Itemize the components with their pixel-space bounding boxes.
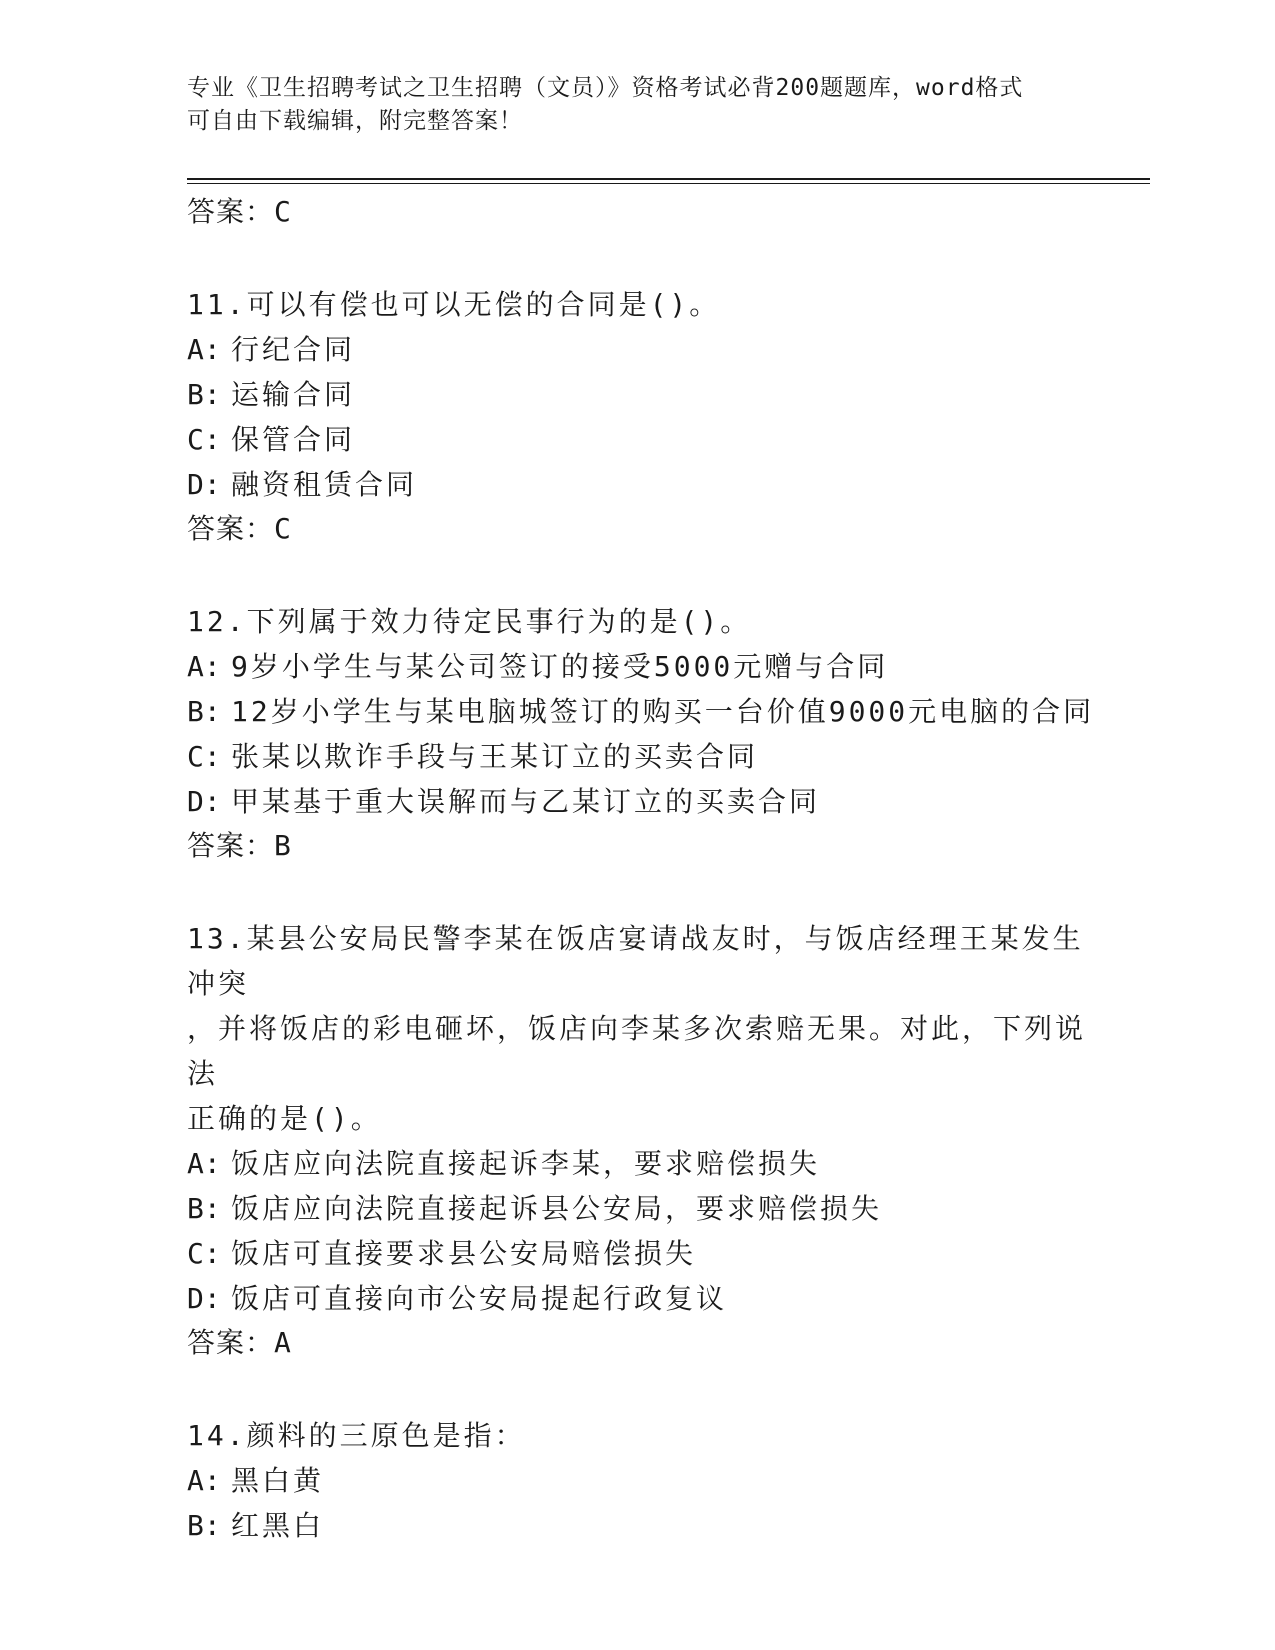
- option-text: 运输合同: [231, 378, 356, 411]
- option-letter: A:: [187, 1464, 221, 1497]
- option-letter: C:: [187, 740, 221, 773]
- question-12-option-c: [187, 734, 1087, 779]
- question-11-answer: 答案：C: [187, 512, 292, 545]
- question-13-text-line-1: 13.某县公安局民警李某在饭店宴请战友时，与饭店经理王某发生冲突: [187, 922, 1084, 1000]
- question-14: [187, 1413, 1087, 1548]
- question-13-option-a: [187, 1141, 1087, 1186]
- question-11-option-b: [187, 372, 1087, 417]
- option-letter: D:: [187, 468, 221, 501]
- question-13-text-line-2: ，并将饭店的彩电砸坏，饭店向李某多次索赔无果。对此，下列说法: [187, 1012, 1087, 1090]
- question-13: [187, 916, 1087, 1365]
- question-12-answer: 答案：B: [187, 829, 292, 862]
- question-11-text: 11.可以有偿也可以无偿的合同是()。: [187, 288, 721, 321]
- option-text: 饭店应向法院直接起诉李某，要求赔偿损失: [231, 1147, 821, 1180]
- question-14-option-a: [187, 1458, 1087, 1503]
- option-text: 饭店可直接向市公安局提起行政复议: [231, 1282, 728, 1315]
- option-text: 饭店应向法院直接起诉县公安局，要求赔偿损失: [231, 1192, 883, 1225]
- question-13-option-d: [187, 1276, 1087, 1321]
- header-title-line-2: 可自由下载编辑，附完整答案！: [187, 108, 523, 134]
- option-text: 黑白黄: [231, 1464, 325, 1497]
- option-text: 融资租赁合同: [231, 468, 418, 501]
- answer-previous: 答案：C: [187, 195, 292, 228]
- question-12-option-d: [187, 779, 1087, 824]
- option-letter: B:: [187, 1192, 221, 1225]
- option-text: 9岁小学生与某公司签订的接受5000元赠与合同: [231, 650, 889, 683]
- option-letter: A:: [187, 1147, 221, 1180]
- question-13-option-b: [187, 1186, 1087, 1231]
- question-11-option-c: [187, 417, 1087, 462]
- option-text: 红黑白: [231, 1509, 325, 1542]
- option-text: 饭店可直接要求县公安局赔偿损失: [231, 1237, 697, 1270]
- spacer: [187, 551, 1087, 599]
- option-letter: B:: [187, 695, 221, 728]
- header-divider-thick: [187, 178, 1150, 180]
- option-letter: D:: [187, 1282, 221, 1315]
- question-13-option-c: [187, 1231, 1087, 1276]
- question-11-option-d: [187, 462, 1087, 507]
- question-12-option-b: [187, 689, 1095, 734]
- question-14-option-b: [187, 1503, 1087, 1548]
- option-letter: A:: [187, 333, 221, 366]
- spacer: [187, 234, 1087, 282]
- option-letter: C:: [187, 1237, 221, 1270]
- question-12-option-a: [187, 644, 1087, 689]
- spacer: [187, 868, 1087, 916]
- option-text: 张某以欺诈手段与王某订立的买卖合同: [231, 740, 759, 773]
- document-header: [187, 72, 1067, 138]
- question-12-text: 12.下列属于效力待定民事行为的是()。: [187, 605, 752, 638]
- option-text: 12岁小学生与某电脑城签订的购买一台价值9000元电脑的合同: [231, 695, 1095, 728]
- question-13-answer: 答案：A: [187, 1326, 292, 1359]
- option-letter: D:: [187, 785, 221, 818]
- option-letter: B:: [187, 1509, 221, 1542]
- option-text: 甲某基于重大误解而与乙某订立的买卖合同: [231, 785, 821, 818]
- option-text: 保管合同: [231, 423, 356, 456]
- header-title-line-1: 专业《卫生招聘考试之卫生招聘（文员）》资格考试必背200题题库，word格式: [187, 75, 1024, 101]
- question-14-text: 14.颜料的三原色是指：: [187, 1419, 526, 1452]
- question-11: [187, 282, 1087, 551]
- question-list: [187, 190, 1095, 1548]
- question-12: [187, 599, 1095, 868]
- question-11-option-a: [187, 327, 1087, 372]
- option-text: 行纪合同: [231, 333, 356, 366]
- question-13-text-line-3: 正确的是()。: [187, 1102, 382, 1135]
- option-letter: B:: [187, 378, 221, 411]
- option-letter: A:: [187, 650, 221, 683]
- spacer: [187, 1365, 1087, 1413]
- header-divider-thin: [187, 183, 1150, 184]
- option-letter: C:: [187, 423, 221, 456]
